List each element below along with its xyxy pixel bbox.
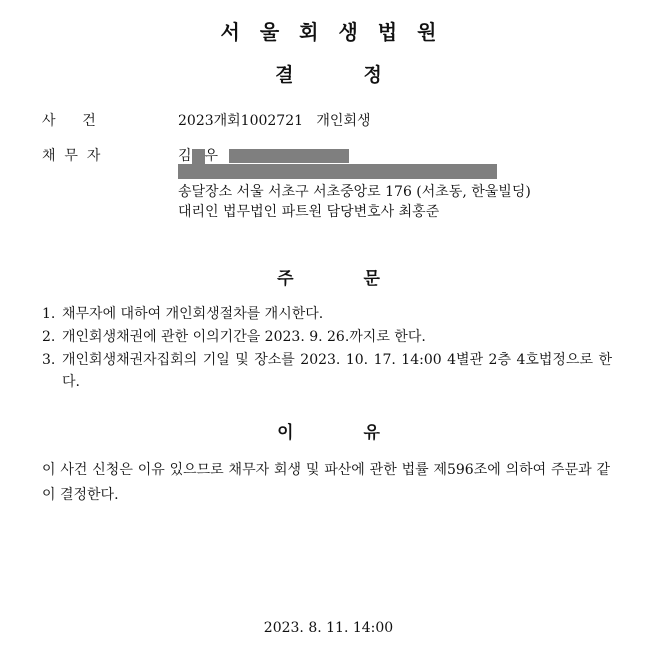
case-row — [42, 110, 612, 130]
name-redaction — [192, 149, 205, 164]
address-redaction — [178, 164, 497, 179]
case-value — [178, 110, 371, 130]
id-redaction — [229, 149, 349, 163]
debtor-name — [178, 145, 349, 165]
order-item-number: 2. — [42, 329, 56, 345]
document-type-title: 결정 — [275, 64, 452, 86]
order-title: 주문 — [277, 269, 450, 289]
debtor-agent: 대리인 법무법인 파트원 담당변호사 최홍준 — [178, 204, 440, 220]
order-item-number: 3. — [42, 352, 56, 368]
debtor-label: 채 무 자 — [42, 148, 101, 164]
order-item — [42, 349, 612, 393]
case-number: 2023개회1002721 — [178, 113, 304, 129]
reason-title: 이유 — [277, 423, 450, 443]
case-label: 사 건 — [42, 113, 96, 129]
order-item-text: 개인회생채권자집회의 기일 및 장소를 2023. 10. 17. 14:00 4별관 2층 4호법정으로 한다. — [62, 352, 612, 390]
order-item-text: 개인회생채권에 관한 이의기간을 2023. 9. 26.까지로 한다. — [62, 329, 426, 345]
debtor-name-first: 김 — [178, 148, 192, 164]
reason-text: 이 사건 신청은 이유 있으므로 채무자 회생 및 파산에 관한 법률 제596조에 의하여 주문과 같이 결정한다. — [42, 462, 610, 503]
order-item — [42, 326, 612, 348]
decision-date: 2023. 8. 11. 14:00 — [263, 620, 394, 636]
order-item-text: 채무자에 대하여 개인회생절차를 개시한다. — [62, 306, 324, 322]
court-name: 서울회생법원 — [220, 20, 457, 44]
case-type: 개인회생 — [316, 113, 371, 129]
order-item — [42, 303, 612, 325]
service-address: 송달장소 서울 서초구 서초중앙로 176 (서초동, 한울빌딩) — [178, 184, 531, 200]
debtor-name-last: 우 — [204, 148, 219, 164]
debtor-row — [42, 145, 612, 165]
order-item-number: 1. — [42, 306, 56, 322]
